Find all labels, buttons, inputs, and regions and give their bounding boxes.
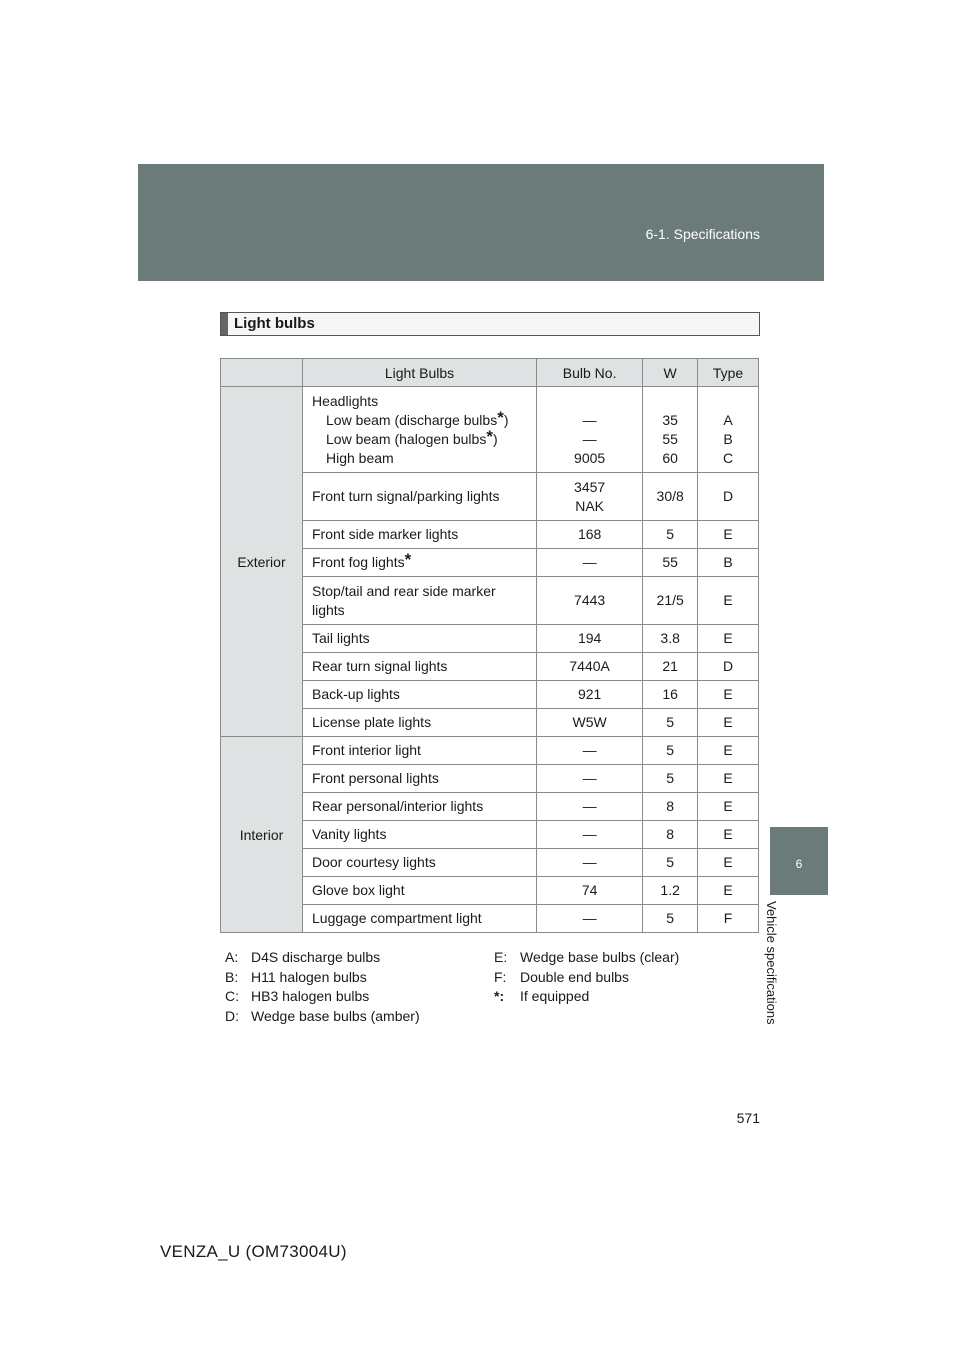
table-row: Vanity lights — 8 E: [221, 821, 759, 849]
table-row: Rear personal/interior lights — 8 E: [221, 793, 759, 821]
header-bulb-no: Bulb No.: [537, 359, 643, 387]
table-row: Front personal lights — 5 E: [221, 765, 759, 793]
table-row: Luggage compartment light — 5 F: [221, 905, 759, 933]
table-row: Interior Front interior light — 5 E: [221, 737, 759, 765]
low-beam-discharge: Low beam (discharge bulbs*): [326, 407, 509, 428]
table-header-row: [221, 359, 759, 387]
light-bulbs-table: [220, 358, 759, 933]
table-row: [221, 387, 759, 473]
chapter-number: 6: [795, 857, 803, 871]
table-row: Door courtesy lights — 5 E: [221, 849, 759, 877]
headlights-watt: 35 55 60: [643, 387, 698, 473]
group-exterior: Exterior: [221, 387, 303, 737]
section-title: 6-1. Specifications: [645, 226, 760, 242]
table-row: Glove box light 74 1.2 E: [221, 877, 759, 905]
low-beam-halogen: Low beam (halogen bulbs*): [326, 426, 498, 447]
header-watt: W: [643, 359, 698, 387]
headlights-type: A B C: [698, 387, 759, 473]
table-row: Rear turn signal lights 7440A 21 D: [221, 653, 759, 681]
header-blank: [221, 359, 303, 387]
section-heading: [220, 312, 760, 336]
table-row: License plate lights W5W 5 E: [221, 709, 759, 737]
table-row: Front side marker lights 168 5 E: [221, 521, 759, 549]
header-type: Type: [698, 359, 759, 387]
page-number: 571: [736, 1110, 760, 1126]
group-interior: Interior: [221, 737, 303, 933]
table-row: Back-up lights 921 16 E: [221, 681, 759, 709]
headlights-cell: [303, 387, 537, 473]
header-light-bulbs: Light Bulbs: [303, 359, 537, 387]
heading-accent: [221, 313, 228, 335]
chapter-label-text: Vehicle specifications: [764, 901, 779, 1025]
section-heading-text: Light bulbs: [234, 315, 315, 332]
table-row: Front turn signal/parking lights 3457 NAK 30/8 D: [221, 473, 759, 521]
high-beam: High beam: [326, 449, 394, 466]
table-row: Tail lights 194 3.8 E: [221, 625, 759, 653]
table-row: Stop/tail and rear side marker lights 7443 21/5 E: [221, 577, 759, 625]
headlights-bulb: — — 9005: [537, 387, 643, 473]
headlights-title: Headlights: [312, 392, 379, 409]
document-code: VENZA_U (OM73004U): [160, 1242, 347, 1261]
header-bar: [138, 164, 824, 281]
chapter-tab[interactable]: [770, 827, 828, 895]
chapter-label: [764, 895, 791, 1055]
table-row: Front fog lights* — 55 B: [221, 549, 759, 577]
